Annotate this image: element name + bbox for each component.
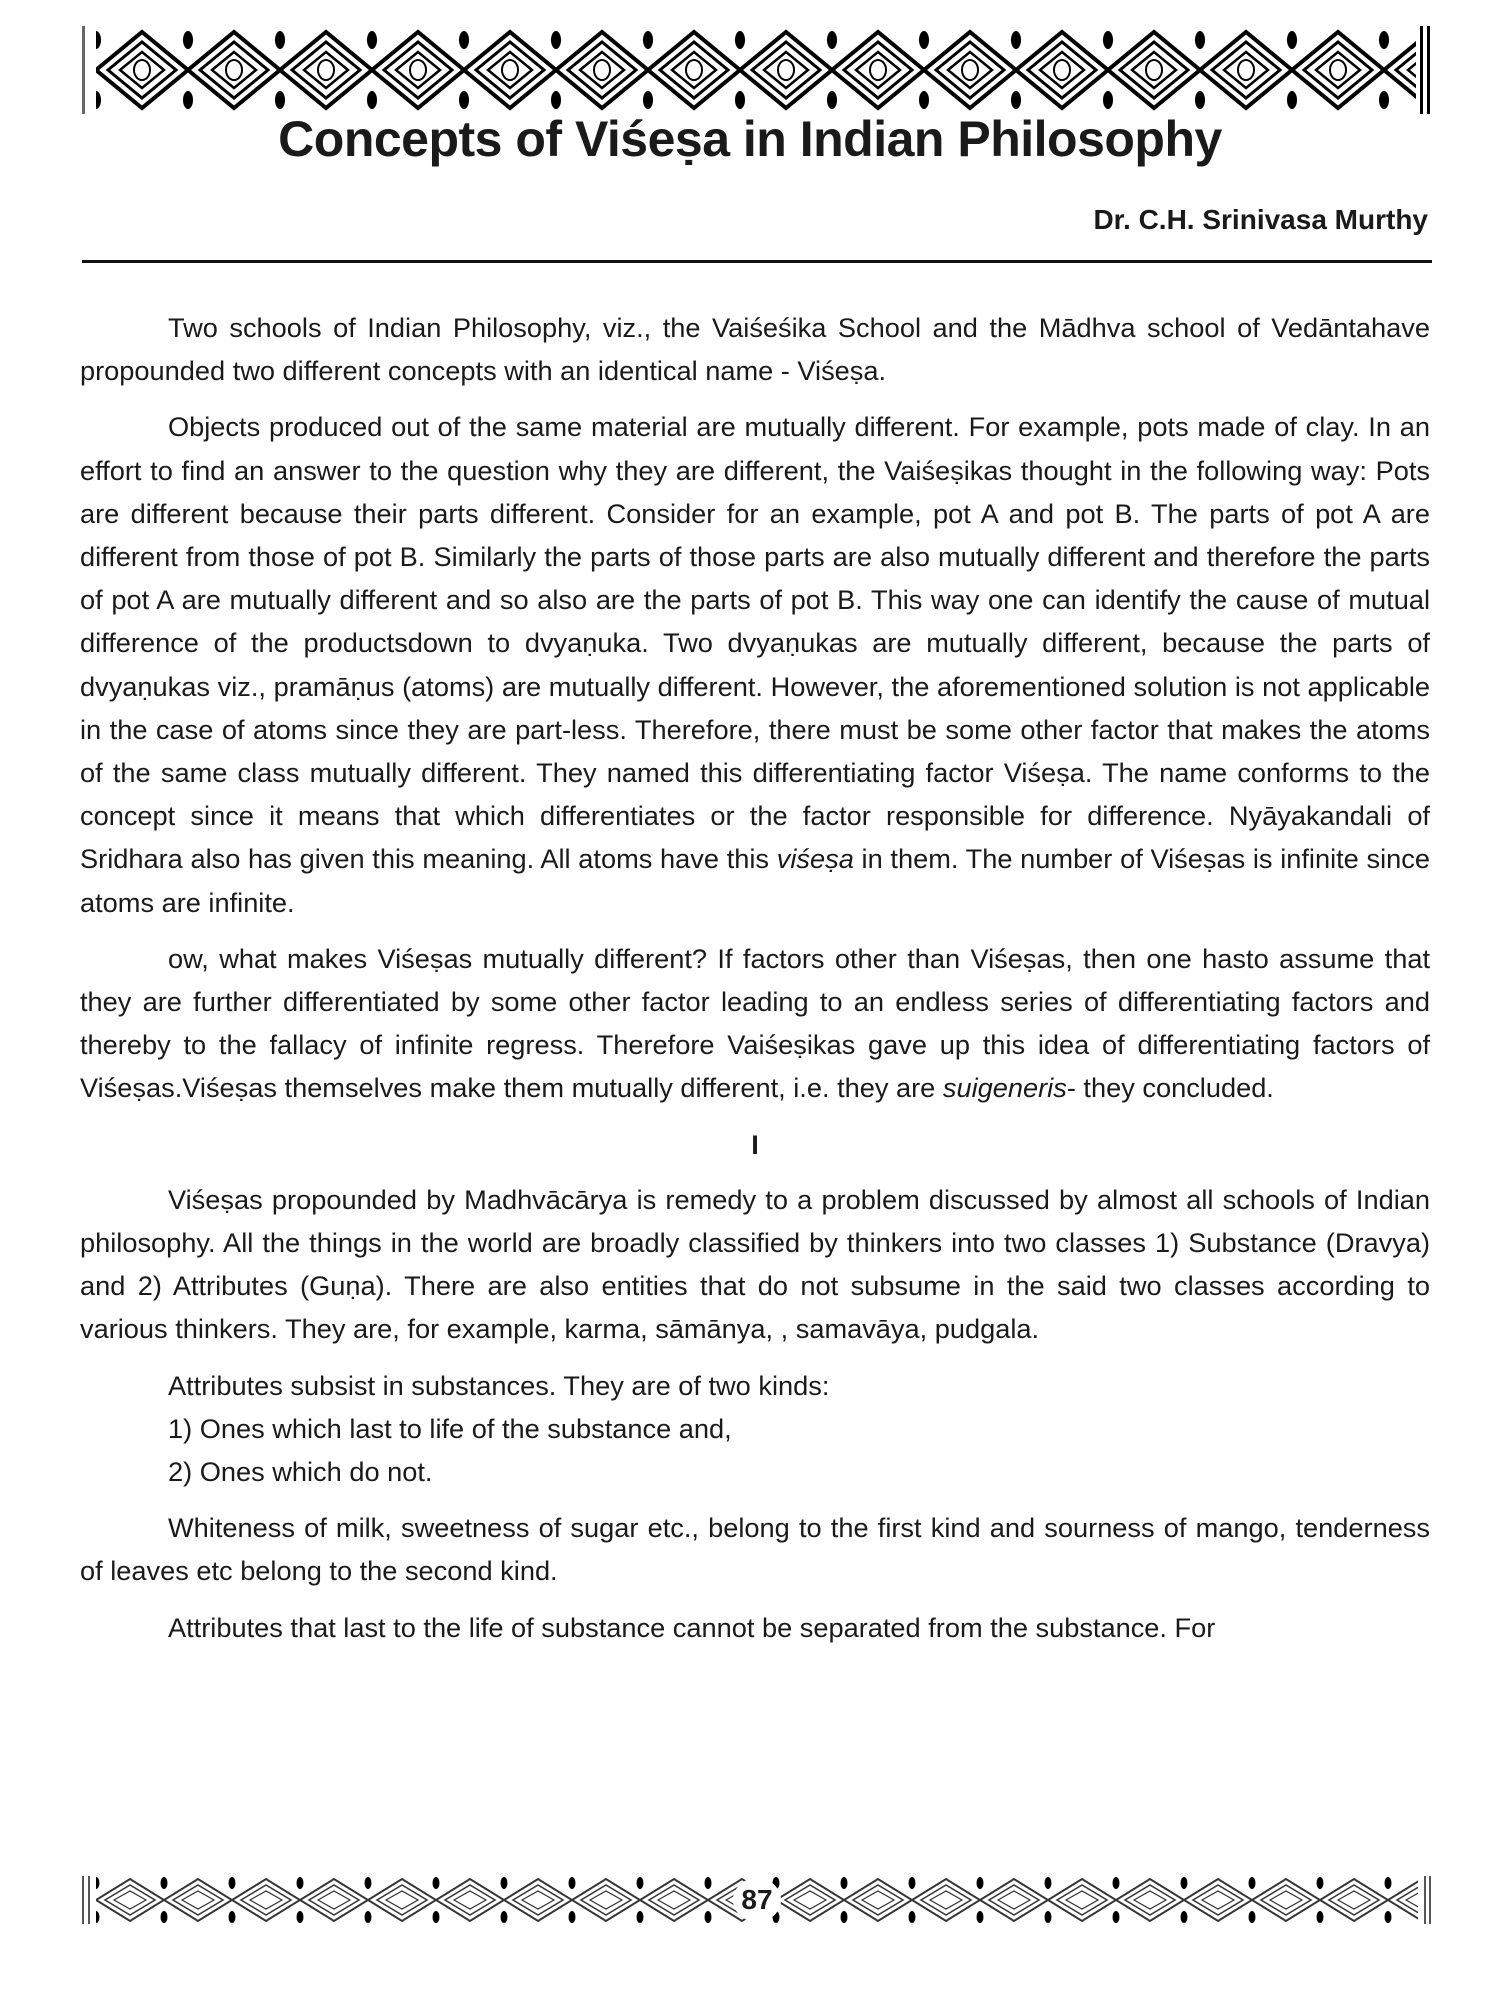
- text-run: - they concluded.: [1066, 1072, 1274, 1104]
- italic-term: viśeṣa: [776, 843, 854, 875]
- paragraph: Whiteness of milk, sweetness of sugar etc., belong to the first kind and sourness of mango, tenderness of leaves etc belong to the second kind.: [80, 1512, 1430, 1587]
- bottom-ornamental-border: [82, 1876, 1432, 1924]
- section-marker: I: [751, 1128, 759, 1160]
- italic-term: suigeneris: [942, 1072, 1067, 1104]
- author-name: Dr. C.H. Srinivasa Murthy: [1093, 204, 1428, 235]
- title-divider: [82, 260, 1432, 263]
- text-run: Objects produced out of the same material are mutually different. For example, pots made of clay. In an effort to find an answer to the question why they are different, the Vaiśeṣikas thought in the following way: Pots are different because their parts different. Consider for an example, pot A and pot B. The parts of pot A are different from those of pot B. Similarly the parts of those parts are also mutually different and therefore the parts of pot A are mutually different and so also are the parts of pot B. This way one can identify the cause of mutual difference of the productsdown to dvyaṇuka. Two dvyaṇukas are mutually different, because the parts of dvyaṇukas viz., pramāṇus (atoms) are mutually different. However, the aforementioned solution is not applicable in the case of atoms since they are part-less. Therefore, there must be some other factor that makes the atoms of the same class mutually different. They named this differentiating factor Viśeṣa. The name conforms to the concept since it means that which differentiates or the factor responsible for difference. Nyāyakandali of Sridhara also has given this meaning. All atoms have this: [80, 411, 1430, 875]
- list-item: 2) Ones which do not.: [168, 1456, 433, 1488]
- paragraph: Viśeṣas propounded by Madhvācārya is remedy to a problem discussed by almost all schools of Indian philosophy. All the things in the world are broadly classified by thinkers into two classes 1) Substance (Dravya) and 2) Attributes (Guṇa). There are also entities that do not subsume in the said two classes according to various thinkers. They are, for example, karma, sāmānya, , samavāya, pudgala.: [80, 1183, 1430, 1345]
- article-body: [80, 306, 1430, 1662]
- page-number: 87: [733, 1878, 781, 1922]
- list-item: 1) Ones which last to life of the substance and,: [168, 1412, 732, 1444]
- page-title: Concepts of Viśeṣa in Indian Philosophy: [278, 111, 1222, 167]
- text-run: in them. The number of Viśeṣas is infinite since atoms are infinite.: [80, 843, 1430, 918]
- paragraph: Two schools of Indian Philosophy, viz., the Vaiśeśika School and the Mādhva school of Vedāntahave propounded two different concepts with an identical name - Viśeṣa.: [80, 312, 1430, 387]
- paragraph: [80, 937, 1430, 1110]
- paragraph: [80, 405, 1430, 923]
- diamond-border-ornament: [82, 26, 1432, 114]
- text-run: ow, what makes Viśeṣas mutually different? If factors other than Viśeṣas, then one hasto assume that they are further differentiated by some other factor leading to an endless series of differentiating factors and thereby to the fallacy of infinite regress. Therefore Vaiśeṣikas gave up this idea of differentiating factors of Viśeṣas.Viśeṣas themselves make them mutually different, i.e. they are: [80, 942, 1430, 1104]
- top-ornamental-border: [82, 26, 1432, 114]
- paragraph: Attributes that last to the life of substance cannot be separated from the substance. For: [168, 1611, 1216, 1643]
- paragraph: Attributes subsist in substances. They are of two kinds:: [168, 1369, 830, 1401]
